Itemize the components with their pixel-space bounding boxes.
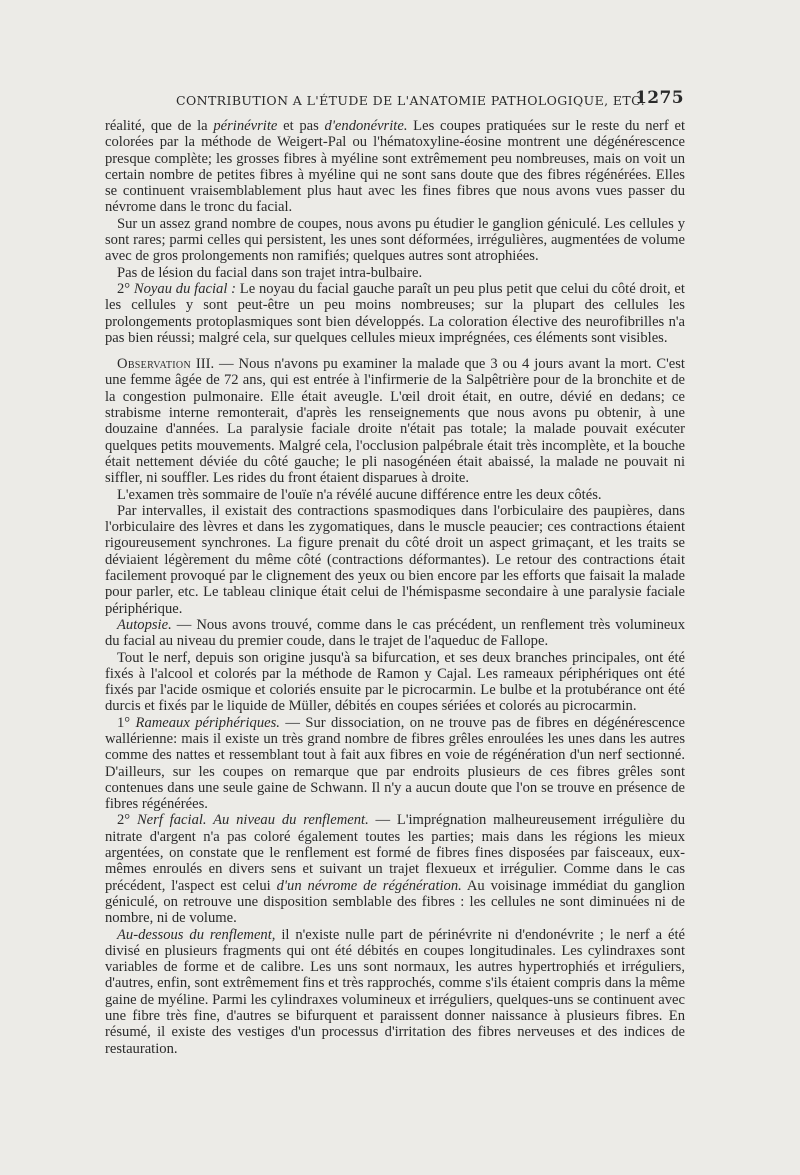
text-run: — Nous avons trouvé, comme dans le cas précédent, un renflement très volumineux du facial au niveau du premier coude, dans le trajet de l'aqueduc de Fallope. — [105, 616, 685, 650]
text-run: réalité, que de la — [105, 118, 214, 134]
italic-text: Nerf facial. Au niveau du renflement. — [136, 812, 369, 829]
italic-text: périnévrite — [213, 118, 278, 134]
paragraph — [105, 650, 685, 715]
text-run: 2° — [117, 280, 134, 297]
text-run: — L'imprégnation malheureusement irrégulière du nitrate d'argent n'a pas coloré également toutes les parties; mais dans les régions les mieux argentées, on constate que le renflement est formé de fibres fines disposées par faisceaux, eux-mêmes enroulés en divers sens et suivant un trajet flexueux et irrégulier. Comme dans le cas précédent, l'aspect est celui — [105, 812, 685, 894]
italic-text: Au-dessous du renflement, — [117, 926, 276, 943]
paragraph — [105, 118, 685, 216]
paragraph — [105, 265, 685, 281]
paragraph — [105, 812, 685, 926]
text-run: Tout le nerf, depuis son origine jusqu'à sa bifurcation, et ses deux branches principales, ont été fixés à l'alcool et colorés par la méthode de Ramon y Cajal. Les rameaux périphériques ont été fixés par l'acide osmique et coloriés ensuite par le picrocarmin. Le bulbe et la protubérance ont été durcis et fixés par le liquide de Müller, débités en coupes sériées et colorés au picrocarmin. — [105, 649, 685, 715]
text-run: Par intervalles, il existait des contractions spasmodiques dans l'orbiculaire des paupières, dans l'orbiculaire des lèvres et dans les zygomatiques, dans le muscle peaucier; ces contractions étaient rigoureusement synchrones. La figure prenait du côté droit un aspect grimaçant, et les traits se déviaient légèrement du même côté (contractions déformantes). Le retour des contractions était facilement provoqué par le clignement des yeux ou bien encore par les efforts que faisait la malade pour parler, etc. Le tableau clinique était celui de l'hémispasme secondaire à une paralysie faciale périphérique. — [105, 502, 685, 617]
text-run: 2° — [117, 812, 137, 829]
small-caps-text: Observation — [117, 356, 191, 373]
paragraph — [105, 281, 685, 346]
text-run: Les coupes pratiquées sur le reste du nerf et colorées par la méthode de Weigert-Pal ou l'hématoxyline-éosine montrent une dégénérescence presque complète; les grosses fibres à myéline sont extrêmement peu nombreuses, mais on voit un certain nombre de petites fibres à myéline qui ne sont sans doute que des fibres régénérées. Elles se continuent vraisemblablement plus haut avec les fines fibres que nous avons vues passer du névrome dans le tronc du facial. — [105, 118, 685, 216]
italic-text: Rameaux périphériques. — [135, 714, 280, 731]
text-run: — Sur dissociation, on ne trouve pas de fibres en dégénérescence wallérienne: mais il existe un très grand nombre de fibres grêles enroulées les unes dans les autres comme des nattes et ressemblant tout à fait aux fibres en voie de régénération d'un nerf sectionné. D'ailleurs, sur les coupes on remarque que par endroits plusieurs de ces fibres grêles sont contenues dans une seule gaine de Schwann. Il n'y a aucun doute que l'on se trouve en présence de fibres régénérées. — [105, 714, 685, 813]
text-run: Pas de lésion du facial dans son trajet intra-bulbaire. — [117, 264, 423, 281]
paragraph — [105, 216, 685, 265]
text-run: Sur un assez grand nombre de coupes, nous avons pu étudier le ganglion géniculé. Les cellules y sont rares; parmi celles qui persistent, les unes sont déformées, irrégulières, augmentées de volume avec de gros prolongements non ramifiés; quelques autres sont atrophiées. — [105, 215, 685, 265]
text-run: Le noyau du facial gauche paraît un peu plus petit que celui du côté droit, et les cellules y sont peut-être un peu moins nombreuses; sur la plupart des cellules les prolongements protoplasmiques sont bien développés. La coloration élective des neurofibrilles n'a pas bien réussi; malgré cela, sur quelques cellules mieux imprégnées, ces éléments sont visibles. — [105, 280, 685, 346]
page-number: 1275 — [635, 88, 684, 108]
text-run: Au voisinage immédiat du ganglion géniculé, on retrouve une disposition semblable des fibres : les cellules ne sont diminuées ni de nombre, ni de volume. — [105, 877, 685, 927]
text-run: 1° — [117, 714, 136, 731]
paragraph — [105, 715, 685, 813]
italic-text: Noyau du facial : — [133, 280, 237, 297]
italic-text: d'endonévrite. — [324, 118, 408, 134]
text-run: et pas — [277, 118, 325, 134]
text-run: L'examen très sommaire de l'ouïe n'a révélé aucune différence entre les deux côtés. — [117, 486, 602, 503]
text-run: III. — Nous n'avons pu examiner la malade que 3 ou 4 jours avant la mort. C'est une femme âgée de 72 ans, qui est entrée à l'infirmerie de la Salpêtrière pour de la bronchite et de la congestion pulmonaire. Elle était aveugle. L'œil droit était, en outre, dévié en dedans; ce strabisme interne remonterait, d'après les renseignements que nous avons pu obtenir, à une douzaine d'années. La paralysie faciale droite n'était pas totale; la malade pouvait exécuter quelques petits mouvements. Malgré cela, l'occlusion palpébrale était très incomplète, et la bouche était nettement déviée du côté gauche; le pli nasogénéen était abaissé, la malade ne pouvait ni siffler, ni souffler. Les rides du front étaient disparues à droite. — [105, 356, 685, 487]
paragraph — [105, 487, 685, 503]
page-header — [176, 88, 684, 112]
text-run: il n'existe nulle part de périnévrite ni d'endonévrite ; le nerf a été divisé en plusieurs fragments qui ont été débités en coupes longitudinales. Les cylindraxes sont variables de forme et de calibre. Les uns sont normaux, les autres hypertrophiés et irréguliers, d'autres, enfin, sont extrêmement fins et très rapprochés, comme s'ils étaient compris dans la même gaine de myéline. Parmi les cylindraxes volumineux et irréguliers, quelques-uns se continuent avec une fibre très fine, d'autres se bifurquent et paraissent donner naissance à plusieurs fibres. En résumé, il existe des vestiges d'un processus d'irritation des fibres nerveuses et des indices de restauration. — [105, 926, 685, 1057]
italic-text: d'un névrome de régénération. — [276, 877, 462, 894]
paragraph — [105, 503, 685, 617]
body-text — [105, 118, 685, 1057]
running-title: CONTRIBUTION A L'ÉTUDE DE L'ANATOMIE PATHOLOGIQUE, ETC. — [176, 93, 646, 108]
paragraph — [105, 927, 685, 1057]
paragraph — [105, 356, 685, 486]
paragraph — [105, 617, 685, 650]
italic-text: Autopsie. — [117, 616, 172, 633]
